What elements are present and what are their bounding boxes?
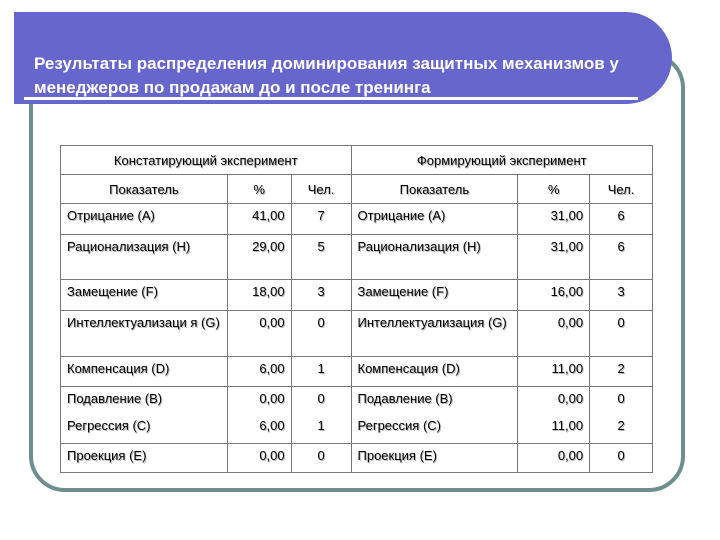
row-label: Рационализация (Н) bbox=[61, 235, 228, 280]
percent-stack bbox=[518, 387, 590, 444]
row-label-stack bbox=[351, 387, 518, 444]
count-cell: 6 bbox=[590, 235, 653, 280]
row-label: Подавление (В) bbox=[357, 391, 453, 406]
percent-cell: 41,00 bbox=[227, 204, 291, 235]
count-cell: 0 bbox=[291, 311, 351, 357]
percent-cell: 31,00 bbox=[518, 204, 590, 235]
row-label: Проекция (Е) bbox=[351, 444, 518, 473]
count-cell: 3 bbox=[590, 280, 653, 311]
percent-cell: 11,00 bbox=[551, 418, 584, 433]
percent-cell: 31,00 bbox=[518, 235, 590, 280]
row-label: Компенсация (D) bbox=[61, 357, 228, 387]
row-label: Регрессия (С) bbox=[357, 418, 441, 433]
table-row bbox=[61, 311, 653, 357]
row-label: Замещение (F) bbox=[351, 280, 518, 311]
group-header-forming: Формирующий эксперимент bbox=[351, 146, 653, 175]
row-label: Рационализация (Н) bbox=[351, 235, 518, 280]
percent-cell: 29,00 bbox=[227, 235, 291, 280]
row-label: Отрицание (А) bbox=[61, 204, 228, 235]
group-header-row bbox=[61, 146, 653, 175]
percent-cell: 0,00 bbox=[557, 391, 584, 406]
row-label: Отрицание (А) bbox=[351, 204, 518, 235]
col-header-people: Чел. bbox=[590, 175, 653, 204]
count-cell: 0 bbox=[617, 391, 625, 406]
percent-cell: 18,00 bbox=[227, 280, 291, 311]
count-cell: 1 bbox=[317, 418, 325, 433]
table-row-merged bbox=[61, 387, 653, 444]
percent-cell: 0,00 bbox=[227, 444, 291, 473]
row-label: Проекция (Е) bbox=[61, 444, 228, 473]
count-cell: 0 bbox=[590, 444, 653, 473]
col-header-people: Чел. bbox=[291, 175, 351, 204]
percent-cell: 16,00 bbox=[518, 280, 590, 311]
percent-stack bbox=[227, 387, 291, 444]
percent-cell: 0,00 bbox=[518, 444, 590, 473]
count-cell: 2 bbox=[590, 357, 653, 387]
slide-title: Результаты распределения доминирования защитных механизмов у менеджеров по продажам до и после тренинга bbox=[34, 54, 619, 97]
count-cell: 6 bbox=[590, 204, 653, 235]
count-stack bbox=[291, 387, 351, 444]
results-table bbox=[60, 145, 653, 473]
count-cell: 3 bbox=[291, 280, 351, 311]
table-row bbox=[61, 204, 653, 235]
row-label: Интеллектуализаци я (G) bbox=[61, 311, 228, 357]
row-label-stack bbox=[61, 387, 228, 444]
count-cell: 0 bbox=[590, 311, 653, 357]
row-label: Интеллектуализация (G) bbox=[351, 311, 518, 357]
percent-cell: 0,00 bbox=[259, 391, 285, 406]
col-header-indicator: Показатель bbox=[61, 175, 228, 204]
count-cell: 0 bbox=[291, 444, 351, 473]
count-cell: 1 bbox=[291, 357, 351, 387]
count-cell: 0 bbox=[317, 391, 325, 406]
count-cell: 5 bbox=[291, 235, 351, 280]
percent-cell: 0,00 bbox=[518, 311, 590, 357]
row-label: Подавление (В) bbox=[67, 391, 163, 406]
percent-cell: 0,00 bbox=[227, 311, 291, 357]
col-header-percent: % bbox=[518, 175, 590, 204]
count-cell: 2 bbox=[617, 418, 625, 433]
group-header-ascertaining: Констатирующий эксперимент bbox=[61, 146, 352, 175]
title-underline bbox=[24, 97, 638, 100]
row-label: Компенсация (D) bbox=[351, 357, 518, 387]
col-header-percent: % bbox=[227, 175, 291, 204]
col-header-indicator: Показатель bbox=[351, 175, 518, 204]
table-row bbox=[61, 235, 653, 280]
percent-cell: 6,00 bbox=[227, 357, 291, 387]
count-stack bbox=[590, 387, 653, 444]
column-header-row bbox=[61, 175, 653, 204]
percent-cell: 6,00 bbox=[259, 418, 285, 433]
row-label: Замещение (F) bbox=[61, 280, 228, 311]
count-cell: 7 bbox=[291, 204, 351, 235]
table-row bbox=[61, 280, 653, 311]
row-label: Регрессия (С) bbox=[67, 418, 151, 433]
table-row bbox=[61, 444, 653, 473]
table-row bbox=[61, 357, 653, 387]
percent-cell: 11,00 bbox=[518, 357, 590, 387]
